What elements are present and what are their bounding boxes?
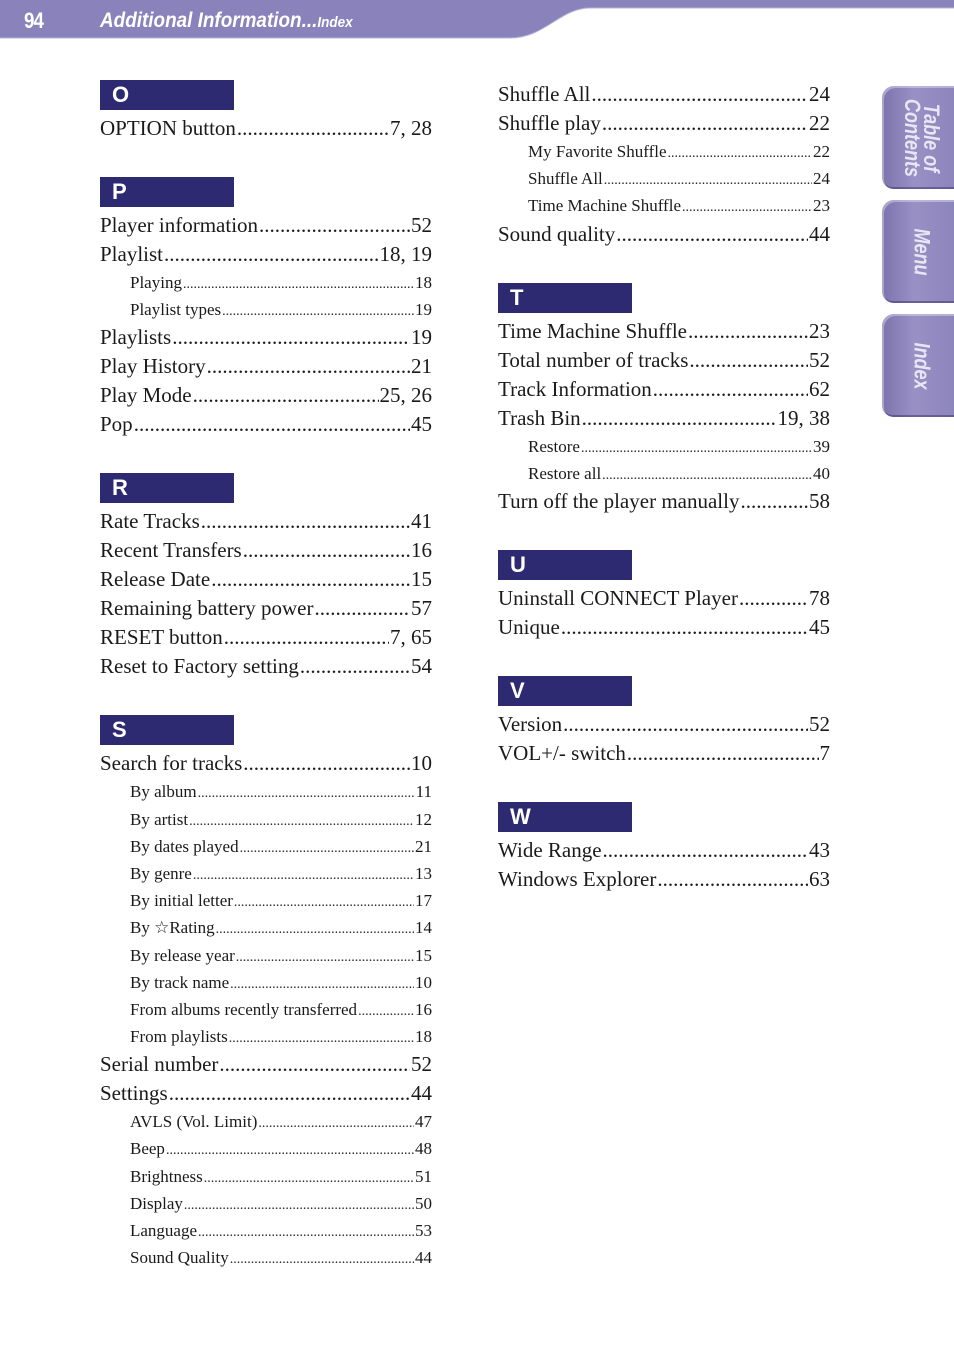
index-entry-option-button[interactable] bbox=[100, 114, 432, 143]
index-entry-shuffle-all[interactable] bbox=[498, 80, 830, 109]
index-section-o bbox=[100, 80, 432, 143]
index-subentry-time-machine-shuffle[interactable] bbox=[498, 192, 830, 219]
entry-page-numbers[interactable]: 44 bbox=[415, 1248, 432, 1268]
index-subentry-sound-quality[interactable] bbox=[100, 1244, 432, 1271]
dot-leader bbox=[259, 211, 410, 240]
title-separator: ... bbox=[301, 9, 318, 32]
index-column-right bbox=[498, 80, 830, 894]
index-entry-recent-transfers[interactable] bbox=[100, 536, 432, 565]
index-subentry-restore-all[interactable] bbox=[498, 460, 830, 487]
index-entry-shuffle-play[interactable] bbox=[498, 109, 830, 138]
dot-leader bbox=[740, 487, 808, 516]
entry-term: Playlist types bbox=[130, 300, 222, 320]
letter-heading: S bbox=[100, 715, 234, 745]
entry-page-numbers[interactable]: 15 bbox=[411, 567, 432, 592]
index-section-r bbox=[100, 473, 432, 681]
dot-leader bbox=[358, 996, 414, 1023]
dot-leader bbox=[739, 584, 808, 613]
entry-term: AVLS (Vol. Limit) bbox=[130, 1112, 258, 1132]
dot-leader bbox=[243, 536, 410, 565]
section-gap bbox=[498, 642, 830, 676]
entry-term: By track name bbox=[130, 972, 230, 992]
index-entry-reset-button[interactable] bbox=[100, 623, 432, 652]
index-subentry-beep[interactable] bbox=[100, 1135, 432, 1162]
index-entry-play-mode[interactable] bbox=[100, 381, 432, 410]
dot-leader bbox=[169, 1079, 410, 1108]
entry-page-numbers[interactable]: 19 bbox=[415, 300, 432, 320]
index-section-t bbox=[498, 283, 830, 516]
entry-page-numbers[interactable]: 7 bbox=[819, 740, 830, 765]
entry-page-numbers[interactable]: 19 bbox=[411, 325, 432, 350]
dot-leader bbox=[240, 833, 414, 860]
section-gap bbox=[100, 681, 432, 715]
dot-leader bbox=[230, 969, 414, 996]
entry-page-numbers[interactable]: 18 bbox=[415, 273, 432, 292]
dot-leader bbox=[258, 1108, 414, 1135]
index-subentry-from-playlists[interactable] bbox=[100, 1023, 432, 1050]
entry-term: Remaining battery power bbox=[100, 596, 314, 621]
entry-term: Language bbox=[130, 1221, 198, 1240]
entry-page-numbers[interactable]: 50 bbox=[415, 1193, 432, 1213]
index-entry-unique[interactable] bbox=[498, 613, 830, 642]
dot-leader bbox=[602, 460, 812, 487]
dot-leader bbox=[604, 165, 812, 192]
entry-term: Recent Transfers bbox=[100, 538, 242, 563]
letter-heading: V bbox=[498, 676, 632, 706]
letter-heading: R bbox=[100, 473, 234, 503]
section-gap bbox=[498, 768, 830, 802]
dot-leader bbox=[164, 240, 378, 269]
tab-table-of-contents-label: Table of Contents bbox=[900, 98, 944, 177]
entry-term: Shuffle All bbox=[498, 82, 591, 106]
entry-page-numbers[interactable]: 23 bbox=[809, 318, 830, 343]
entry-page-numbers[interactable]: 78 bbox=[809, 585, 830, 610]
index-section-p bbox=[100, 177, 432, 439]
index-entry-reset-to-factory-setting[interactable] bbox=[100, 652, 432, 681]
entry-page-numbers[interactable]: 41 bbox=[411, 509, 432, 534]
index-subentry-by-genre[interactable] bbox=[100, 860, 432, 887]
tab-menu[interactable] bbox=[882, 200, 954, 303]
index-entry-wide-range[interactable] bbox=[498, 836, 830, 865]
dot-leader bbox=[591, 80, 808, 109]
entry-term: Restore bbox=[528, 436, 580, 456]
dot-leader bbox=[234, 887, 414, 914]
entry-term: Play History bbox=[100, 354, 206, 379]
dot-leader bbox=[189, 806, 414, 833]
index-entry-search-for-tracks[interactable] bbox=[100, 749, 432, 778]
index-entry-turn-off-the-player-manually[interactable] bbox=[498, 487, 830, 516]
dot-leader bbox=[222, 296, 414, 323]
entry-term: Search for tracks bbox=[100, 751, 243, 776]
entry-page-numbers[interactable]: 14 bbox=[415, 918, 432, 938]
entry-page-numbers[interactable]: 39 bbox=[813, 436, 830, 456]
entry-page-numbers[interactable]: 48 bbox=[415, 1139, 432, 1159]
entry-term: Time Machine Shuffle bbox=[528, 196, 681, 216]
entry-page-numbers[interactable]: 7, 28 bbox=[390, 116, 432, 140]
index-entry-sound-quality[interactable] bbox=[498, 220, 830, 249]
entry-page-numbers[interactable]: 19, 38 bbox=[777, 405, 830, 430]
letter-heading: T bbox=[498, 283, 632, 313]
entry-term: From playlists bbox=[130, 1027, 228, 1047]
dot-leader bbox=[224, 623, 389, 652]
entry-page-numbers[interactable]: 52 bbox=[411, 1052, 432, 1077]
entry-term: Playlist bbox=[100, 242, 164, 266]
index-entry-play-history[interactable] bbox=[100, 352, 432, 381]
index-entry-trash-bin[interactable] bbox=[498, 404, 830, 433]
dot-leader bbox=[627, 739, 819, 768]
dot-leader bbox=[561, 613, 808, 642]
entry-term: Rate Tracks bbox=[100, 509, 200, 534]
dot-leader bbox=[582, 404, 777, 433]
dot-leader bbox=[219, 1050, 410, 1079]
dot-leader bbox=[243, 749, 410, 778]
entry-term: By album bbox=[130, 782, 197, 802]
entry-term: Total number of tracks bbox=[498, 347, 689, 372]
dot-leader bbox=[166, 1135, 414, 1162]
letter-heading: W bbox=[498, 802, 632, 832]
entry-term: Wide Range bbox=[498, 837, 602, 862]
entry-page-numbers[interactable]: 18, 19 bbox=[379, 242, 432, 266]
index-subentry-language[interactable] bbox=[100, 1217, 432, 1244]
index-entry-vol-switch[interactable] bbox=[498, 739, 830, 768]
dot-leader bbox=[689, 346, 808, 375]
index-entry-rate-tracks[interactable] bbox=[100, 507, 432, 536]
index-subentry-restore[interactable] bbox=[498, 433, 830, 460]
entry-page-numbers[interactable]: 10 bbox=[415, 972, 432, 992]
entry-term: Sound Quality bbox=[130, 1248, 229, 1268]
index-subentry-by-track-name[interactable] bbox=[100, 969, 432, 996]
index-entry-version[interactable] bbox=[498, 710, 830, 739]
entry-term: Shuffle play bbox=[498, 111, 601, 135]
entry-page-numbers[interactable]: 52 bbox=[809, 347, 830, 372]
entry-page-numbers[interactable]: 22 bbox=[813, 142, 830, 161]
entry-term: From albums recently transferred bbox=[130, 999, 358, 1019]
entry-page-numbers[interactable]: 25, 26 bbox=[379, 383, 432, 408]
entry-term: Time Machine Shuffle bbox=[498, 318, 687, 343]
index-section-s bbox=[100, 715, 432, 1271]
index-entry-release-date[interactable] bbox=[100, 565, 432, 594]
entry-term: Settings bbox=[100, 1081, 168, 1106]
entry-term: Brightness bbox=[130, 1166, 203, 1186]
tab-index[interactable] bbox=[882, 314, 954, 417]
tab-menu-label: Menu bbox=[909, 227, 935, 276]
index-column-left bbox=[100, 80, 432, 1271]
section-title bbox=[100, 9, 353, 33]
entry-page-numbers[interactable]: 62 bbox=[809, 376, 830, 401]
entry-page-numbers[interactable]: 51 bbox=[415, 1166, 432, 1186]
section-gap bbox=[100, 143, 432, 177]
tab-index-label: Index bbox=[909, 341, 935, 390]
index-subentry-my-favorite-shuffle[interactable] bbox=[498, 138, 830, 165]
index-subentry-avls-vol-limit[interactable] bbox=[100, 1108, 432, 1135]
entry-page-numbers[interactable]: 10 bbox=[411, 751, 432, 776]
index-section-v bbox=[498, 676, 830, 768]
entry-page-numbers[interactable]: 18 bbox=[415, 1027, 432, 1047]
entry-page-numbers[interactable]: 21 bbox=[415, 836, 432, 856]
index-entry-total-number-of-tracks[interactable] bbox=[498, 346, 830, 375]
index-entry-track-information[interactable] bbox=[498, 375, 830, 404]
entry-term: Uninstall CONNECT Player bbox=[498, 585, 738, 610]
dot-leader bbox=[682, 192, 812, 219]
dot-leader bbox=[688, 317, 808, 346]
section-gap bbox=[100, 439, 432, 473]
dot-leader bbox=[668, 138, 812, 165]
entry-term: RESET button bbox=[100, 625, 223, 650]
section-gap bbox=[498, 249, 830, 283]
entry-page-numbers[interactable]: 21 bbox=[411, 354, 432, 379]
entry-term: By ☆Rating bbox=[130, 918, 215, 938]
entry-page-numbers[interactable]: 52 bbox=[411, 213, 432, 237]
dot-leader bbox=[237, 114, 389, 143]
index-section-u bbox=[498, 550, 830, 642]
dot-leader bbox=[204, 1163, 414, 1190]
entry-term: Windows Explorer bbox=[498, 866, 657, 891]
entry-term: By release year bbox=[130, 945, 235, 965]
entry-page-numbers[interactable]: 44 bbox=[411, 1081, 432, 1106]
dot-leader bbox=[300, 652, 410, 681]
entry-page-numbers[interactable]: 23 bbox=[813, 196, 830, 216]
index-section-w bbox=[498, 802, 830, 894]
entry-term: Player information bbox=[100, 213, 259, 237]
dot-leader bbox=[314, 594, 410, 623]
entry-page-numbers[interactable]: 52 bbox=[809, 711, 830, 736]
entry-page-numbers[interactable]: 40 bbox=[813, 463, 830, 483]
entry-page-numbers[interactable]: 47 bbox=[415, 1112, 432, 1132]
entry-term: Restore all bbox=[528, 463, 602, 483]
entry-page-numbers[interactable]: 7, 65 bbox=[390, 625, 432, 650]
entry-term: Release Date bbox=[100, 567, 211, 592]
entry-term: My Favorite Shuffle bbox=[528, 142, 667, 161]
dot-leader bbox=[230, 1244, 414, 1271]
index-entry-pop[interactable] bbox=[100, 410, 432, 439]
entry-page-numbers[interactable]: 15 bbox=[415, 945, 432, 965]
entry-page-numbers[interactable]: 17 bbox=[415, 891, 432, 911]
entry-term: Beep bbox=[130, 1139, 165, 1159]
dot-leader bbox=[603, 836, 808, 865]
dot-leader bbox=[236, 942, 414, 969]
entry-page-numbers[interactable]: 58 bbox=[809, 488, 830, 513]
entry-page-numbers[interactable]: 16 bbox=[411, 538, 432, 563]
dot-leader bbox=[653, 375, 808, 404]
section-subtitle: Index bbox=[317, 14, 353, 31]
index-subentry-brightness[interactable] bbox=[100, 1163, 432, 1190]
index-subentry-by-release-year[interactable] bbox=[100, 942, 432, 969]
index-entry-windows-explorer[interactable] bbox=[498, 865, 830, 894]
dot-leader bbox=[229, 1023, 414, 1050]
dot-leader bbox=[581, 433, 812, 460]
page-number: 94 bbox=[24, 8, 44, 33]
index-subentry-by-album[interactable] bbox=[100, 778, 432, 805]
entry-term: Playing bbox=[130, 273, 182, 292]
entry-term: Serial number bbox=[100, 1052, 219, 1077]
entry-term: Pop bbox=[100, 412, 133, 437]
section-title-text: Additional Information bbox=[100, 9, 302, 32]
entry-term: By dates played bbox=[130, 836, 239, 856]
index-entry-uninstall-connect-player[interactable] bbox=[498, 584, 830, 613]
entry-page-numbers[interactable]: 54 bbox=[411, 654, 432, 679]
index-subentry-by-initial-letter[interactable] bbox=[100, 887, 432, 914]
entry-term: By genre bbox=[130, 863, 192, 883]
index-subentry-shuffle-all[interactable] bbox=[498, 165, 830, 192]
index-subentry-from-albums-recently-transferred[interactable] bbox=[100, 996, 432, 1023]
index-entry-time-machine-shuffle[interactable] bbox=[498, 317, 830, 346]
index-subentry-playlist-types[interactable] bbox=[100, 296, 432, 323]
letter-heading: U bbox=[498, 550, 632, 580]
index-subentry-playing[interactable] bbox=[100, 269, 432, 296]
entry-page-numbers[interactable]: 53 bbox=[415, 1221, 432, 1240]
dot-leader bbox=[616, 220, 808, 249]
index-entry-playlists[interactable] bbox=[100, 323, 432, 352]
index-entry-remaining-battery-power[interactable] bbox=[100, 594, 432, 623]
tab-table-of-contents[interactable] bbox=[882, 86, 954, 189]
dot-leader bbox=[134, 410, 410, 439]
entry-term: Play Mode bbox=[100, 383, 192, 408]
page-header bbox=[0, 0, 954, 40]
index-subentry-display[interactable] bbox=[100, 1190, 432, 1217]
entry-term: OPTION button bbox=[100, 116, 236, 140]
index-entry-serial-number[interactable] bbox=[100, 1050, 432, 1079]
entry-term: Turn off the player manually bbox=[498, 488, 740, 513]
dot-leader bbox=[193, 860, 414, 887]
entry-term: Display bbox=[130, 1193, 183, 1213]
entry-term: Unique bbox=[498, 614, 560, 639]
dot-leader bbox=[198, 778, 415, 805]
entry-page-numbers[interactable]: 57 bbox=[411, 596, 432, 621]
entry-page-numbers[interactable]: 45 bbox=[809, 614, 830, 639]
index-entry-playlist[interactable] bbox=[100, 240, 432, 269]
dot-leader bbox=[563, 710, 808, 739]
entry-page-numbers[interactable]: 45 bbox=[411, 412, 432, 437]
entry-term: Version bbox=[498, 711, 563, 736]
dot-leader bbox=[201, 507, 410, 536]
entry-page-numbers[interactable]: 12 bbox=[415, 809, 432, 829]
entry-page-numbers[interactable]: 16 bbox=[415, 999, 432, 1019]
entry-term: Shuffle All bbox=[528, 169, 603, 189]
entry-term: Track Information bbox=[498, 376, 652, 401]
index-subentry-by-rating[interactable] bbox=[100, 914, 432, 941]
entry-term: VOL+/- switch bbox=[498, 740, 626, 765]
dot-leader bbox=[657, 865, 808, 894]
entry-page-numbers[interactable]: 22 bbox=[809, 111, 830, 135]
dot-leader bbox=[207, 352, 410, 381]
entry-page-numbers[interactable]: 11 bbox=[415, 782, 432, 802]
index-section-continued bbox=[498, 80, 830, 249]
index-entry-player-information[interactable] bbox=[100, 211, 432, 240]
letter-heading: P bbox=[100, 177, 234, 207]
entry-page-numbers[interactable]: 44 bbox=[809, 221, 830, 246]
dot-leader bbox=[198, 1217, 414, 1244]
entry-page-numbers[interactable]: 13 bbox=[415, 863, 432, 883]
entry-term: Sound quality bbox=[498, 221, 616, 246]
entry-page-numbers[interactable]: 24 bbox=[809, 82, 830, 106]
entry-page-numbers[interactable]: 24 bbox=[813, 169, 830, 189]
dot-leader bbox=[183, 269, 414, 296]
index-entry-settings[interactable] bbox=[100, 1079, 432, 1108]
letter-heading: O bbox=[100, 80, 234, 110]
entry-page-numbers[interactable]: 43 bbox=[809, 837, 830, 862]
dot-leader bbox=[602, 109, 808, 138]
dot-leader bbox=[216, 914, 414, 941]
dot-leader bbox=[211, 565, 410, 594]
entry-term: Playlists bbox=[100, 325, 172, 350]
entry-term: Trash Bin bbox=[498, 405, 581, 430]
entry-term: By artist bbox=[130, 809, 189, 829]
dot-leader bbox=[184, 1190, 414, 1217]
entry-page-numbers[interactable]: 63 bbox=[809, 866, 830, 891]
dot-leader bbox=[193, 381, 379, 410]
index-subentry-by-artist[interactable] bbox=[100, 806, 432, 833]
dot-leader bbox=[172, 323, 410, 352]
entry-term: By initial letter bbox=[130, 891, 233, 911]
section-gap bbox=[498, 516, 830, 550]
index-subentry-by-dates-played[interactable] bbox=[100, 833, 432, 860]
entry-term: Reset to Factory setting bbox=[100, 654, 299, 679]
